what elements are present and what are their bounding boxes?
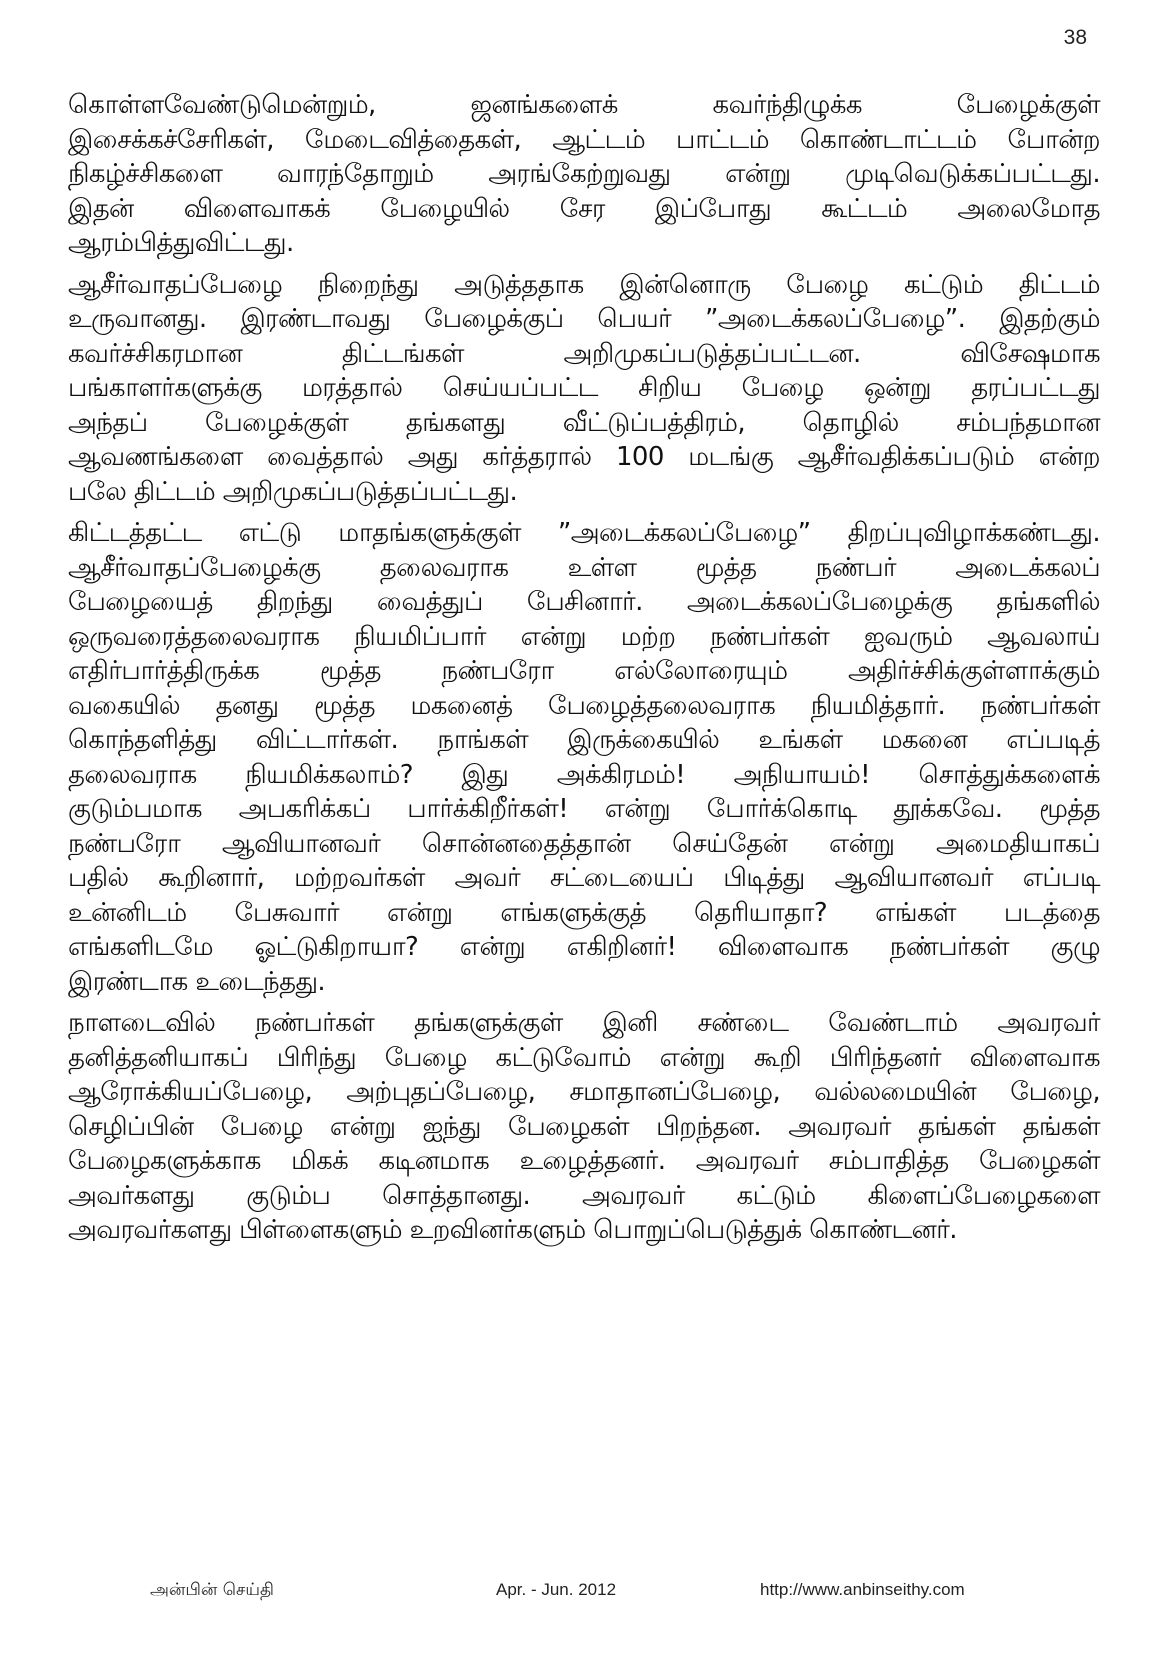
text-line: உருவானது. இரண்டாவது பேழைக்குப் பெயர் ”அடைக்கலப்பேழை”. இதற்கும் [68,304,1100,334]
paragraph [68,516,1100,999]
text-line: ஆசீர்வாதப்பேழை நிறைந்து அடுத்ததாக இன்னொரு பேழை கட்டும் திட்டம் [68,269,1100,300]
article-body [68,88,1100,1255]
text-line: கொந்தளித்து விட்டார்கள். நாங்கள் இருக்கையில் உங்கள் மகனை எப்படித் [68,725,1100,755]
text-line: அவரவர்களது பிள்ளைகளும் உறவினர்களும் பொறுப்பெடுத்துக் கொண்டனர். [68,1215,957,1245]
paragraph [68,88,1100,261]
text-line: ஆசீர்வாதப்பேழைக்கு தலைவராக உள்ள மூத்த நண்பர் அடைக்கலப் [68,552,1100,583]
text-line: ஆவணங்களை வைத்தால் அது கர்த்தரால் 100 மடங்கு ஆசீர்வதிக்கப்படும் என்ற [68,442,1100,472]
text-line: பேழையைத் திறந்து வைத்துப் பேசினார். அடைக்கலப்பேழைக்கு தங்களில் [68,587,1100,617]
text-line: பேழைகளுக்காக மிகக் கடினமாக உழைத்தனர். அவரவர் சம்பாதித்த பேழைகள் [68,1146,1100,1176]
text-line: எதிர்பார்த்திருக்க மூத்த நண்பரோ எல்லோரையும் அதிர்ச்சிக்குள்ளாக்கும் [68,656,1100,686]
text-line: இசைக்கச்சேரிகள், மேடைவித்தைகள், ஆட்டம் பாட்டம் கொண்டாட்டம் போன்ற [68,124,1100,155]
text-line: இதன் விளைவாகக் பேழையில் சேர இப்போது கூட்டம் அலைமோத [68,193,1100,224]
text-line: வகையில் தனது மூத்த மகனைத் பேழைத்தலைவராக நியமித்தார். நண்பர்கள் [68,690,1100,721]
text-line: கிட்டத்தட்ட எட்டு மாதங்களுக்குள் ”அடைக்கலப்பேழை” திறப்புவிழாக்கண்டது. [68,518,1100,548]
text-line: தலைவராக நியமிக்கலாம்? இது அக்கிரமம்! அநியாயம்! சொத்துக்களைக் [68,759,1100,790]
footer-magazine-name: அன்பின் செய்தி [150,1580,274,1600]
text-line: கொள்ளவேண்டுமென்றும், ஜனங்களைக் கவர்ந்திழுக்க பேழைக்குள் [68,90,1100,120]
page-footer [0,1580,1167,1610]
text-line: கவர்ச்சிகரமான திட்டங்கள் அறிமுகப்படுத்தப்பட்டன. விசேஷமாக [68,338,1100,369]
text-line: ஆரம்பித்துவிட்டது. [68,228,294,258]
text-line: ஒருவரைத்தலைவராக நியமிப்பார் என்று மற்ற நண்பர்கள் ஐவரும் ஆவலாய் [68,621,1100,652]
text-line: அந்தப் பேழைக்குள் தங்களது வீட்டுப்பத்திரம், தொழில் சம்பந்தமான [68,407,1100,438]
text-line: இரண்டாக உடைந்தது. [68,966,326,997]
paragraph [68,268,1100,510]
text-line: பலே திட்டம் அறிமுகப்படுத்தப்பட்டது. [68,476,518,507]
text-line: எங்களிடமே ஓட்டுகிறாயா? என்று எகிறினர்! விளைவாக நண்பர்கள் குழு [68,932,1100,962]
text-line: குடும்பமாக அபகரிக்கப் பார்க்கிறீர்கள்! என்று போர்க்கொடி தூக்கவே. மூத்த [68,794,1100,824]
text-line: நாளடைவில் நண்பர்கள் தங்களுக்குள் இனி சண்டை வேண்டாம் அவரவர் [68,1008,1100,1038]
paragraph [68,1006,1100,1248]
footer-website-url: http://www.anbinseithy.com [760,1580,965,1599]
text-line: செழிப்பின் பேழை என்று ஐந்து பேழைகள் பிறந்தன. அவரவர் தங்கள் தங்கள் [68,1111,1100,1142]
page-number: 38 [1063,26,1087,49]
text-line: ஆரோக்கியப்பேழை, அற்புதப்பேழை, சமாதானப்பேழை, வல்லமையின் பேழை, [68,1077,1100,1107]
text-line: நண்பரோ ஆவியானவர் சொன்னதைத்தான் செய்தேன் என்று அமைதியாகப் [68,828,1100,859]
text-line: உன்னிடம் பேசுவார் என்று எங்களுக்குத் தெரியாதா? எங்கள் படத்தை [68,897,1100,928]
text-line: நிகழ்ச்சிகளை வாரந்தோறும் அரங்கேற்றுவது என்று முடிவெடுக்கப்பட்டது. [68,159,1100,189]
text-line: பங்காளர்களுக்கு மரத்தால் செய்யப்பட்ட சிறிய பேழை ஒன்று தரப்பட்டது [68,373,1100,403]
footer-issue-date: Apr. - Jun. 2012 [496,1580,617,1599]
text-line: தனித்தனியாகப் பிரிந்து பேழை கட்டுவோம் என்று கூறி பிரிந்தனர் விளைவாக [68,1042,1100,1073]
text-line: அவர்களது குடும்ப சொத்தானது. அவரவர் கட்டும் கிளைப்பேழைகளை [68,1180,1100,1211]
text-line: பதில் கூறினார், மற்றவர்கள் அவர் சட்டையைப் பிடித்து ஆவியானவர் எப்படி [68,863,1100,893]
